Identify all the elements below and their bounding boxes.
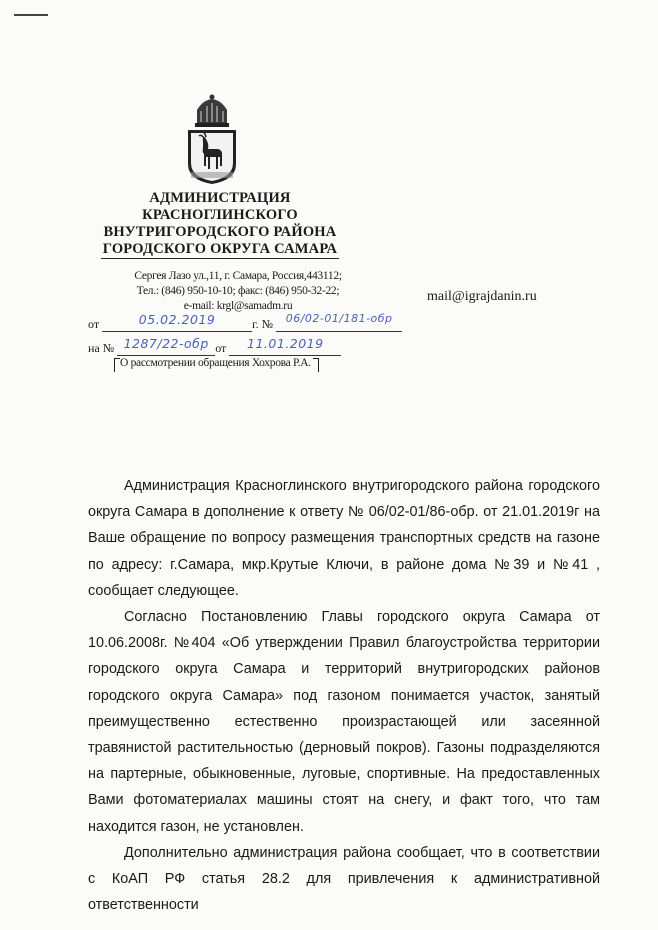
address-line: Тел.: (846) 950-10-10; факс: (846) 950-32-22; (136, 285, 340, 297)
address-line: e-mail: krgl@samadm.ru (183, 300, 293, 312)
body-paragraph: Дополнительно администрация района сообщает, что в соответствии с КоАП РФ статья 28.2 для привлечения к административной ответственности (88, 844, 600, 914)
handwritten-number: 06/02-01/181-обр (285, 312, 393, 325)
handwritten-date: 05.02.2019 (138, 312, 216, 327)
letter-body (88, 473, 600, 918)
org-line: АДМИНИСТРАЦИЯ (149, 190, 291, 206)
reply-prefix: на № (88, 341, 115, 355)
recipient-email: mail@igrajdanin.ru (427, 289, 537, 304)
org-line: ГОРОДСКОГО ОКРУГА САМАРА (102, 241, 338, 257)
handwritten-reply-number: 1287/22-обр (123, 336, 209, 351)
handwritten-reply-date: 11.01.2019 (247, 336, 324, 351)
letter-subject: О рассмотрении обращения Хохрова Р.А. (120, 357, 311, 369)
organization-name (80, 190, 360, 259)
org-line: ВНУТРИГОРОДСКОГО РАЙОНА (103, 224, 337, 240)
outgoing-number-row (88, 312, 402, 332)
reply-number-row (88, 336, 341, 356)
org-line: КРАСНОГЛИНСКОГО (142, 207, 298, 223)
body-paragraph: Согласно Постановлению Главы городского округа Самара от 10.06.2008г. №404 «Об утверждении Правил благоустройства территории городского округа Самара и территорий внутригородских районов городского округа Самара» под газоном понимается участок, занятый преимущественно естественно произрастающей или засеянной травянистой растительностью (дерновый покров). Газоны подразделяются на партерные, обыкновенные, луговые, спортивные. На предоставленных Вами фотоматериалах машины стоят на снегу, и факт того, что там находится газон, не установлен. (88, 609, 600, 835)
number-prefix: г. № (252, 317, 274, 331)
address-line: Сергея Лазо ул.,11, г. Самара, Россия,443112; (134, 270, 342, 282)
reply-date-prefix: от (215, 341, 227, 355)
samara-coat-of-arms-icon (183, 94, 241, 186)
body-paragraph: Администрация Красноглинского внутригородского района городского округа Самара в дополнение к ответу № 06/02-01/86-обр. от 21.01.2019г на Ваше обращение по вопросу размещения транспортных средств на газоне по адресу: г.Самара, мкр.Крутые Ключи, в районе дома №39 и №41 , сообщает следующее. (88, 478, 600, 599)
organization-address (88, 269, 388, 314)
corner-dash (14, 14, 48, 16)
from-prefix: от (88, 317, 100, 331)
